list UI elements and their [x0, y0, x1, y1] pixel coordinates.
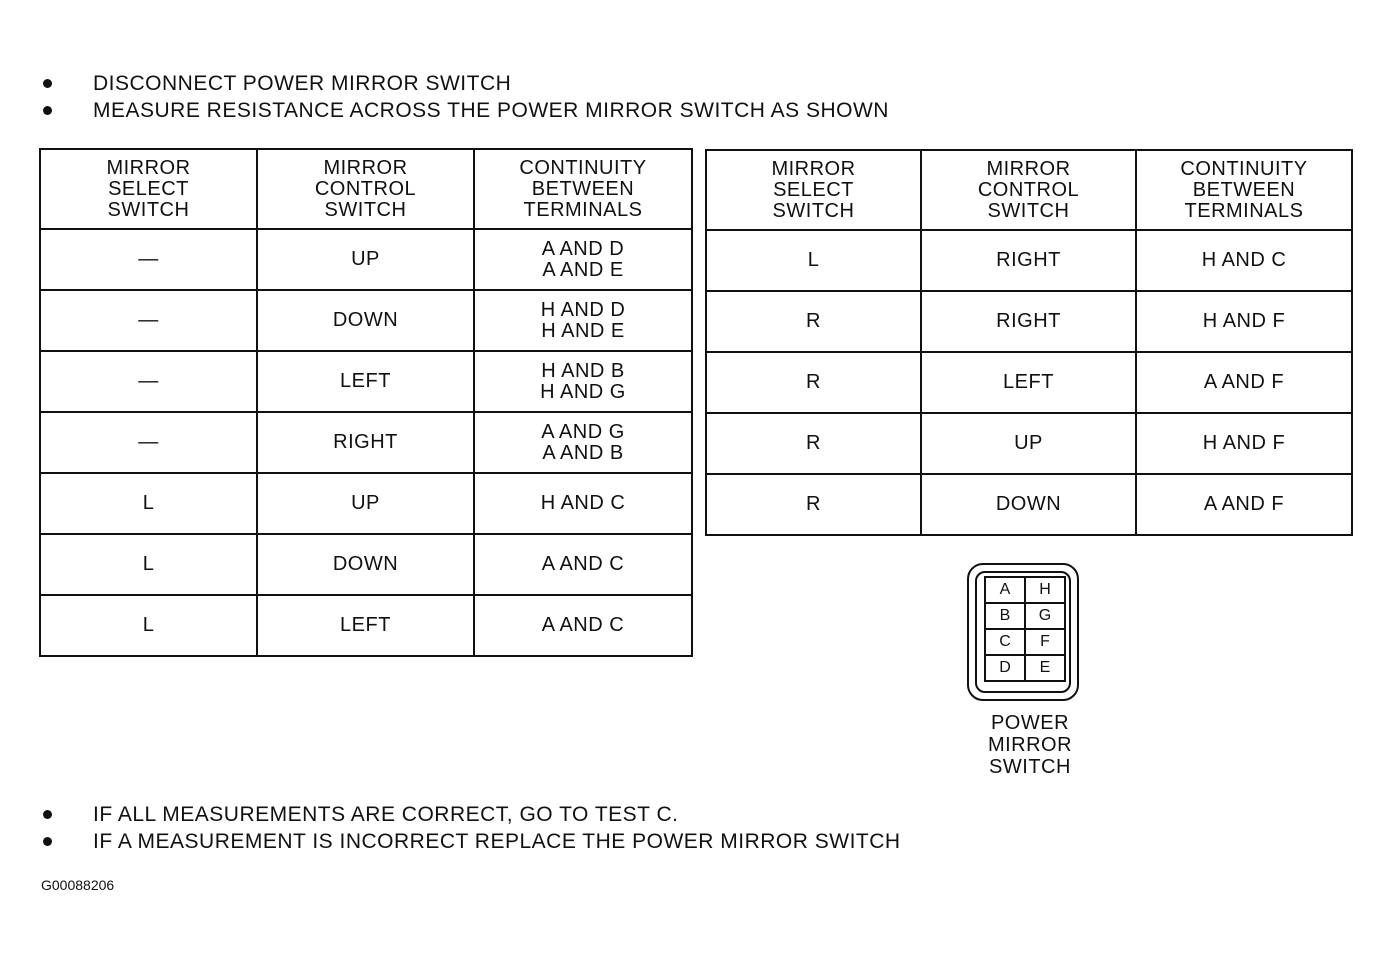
result-instructions — [40, 801, 901, 855]
header-row — [40, 149, 692, 229]
table-row — [40, 290, 692, 351]
header-row — [706, 150, 1352, 230]
control-cell: UP — [921, 413, 1136, 474]
pin-label: F — [1025, 629, 1065, 655]
bullet-icon — [43, 810, 52, 819]
instruction-item — [40, 828, 901, 855]
control-cell: DOWN — [921, 474, 1136, 535]
control-cell: RIGHT — [257, 412, 474, 473]
control-cell: LEFT — [257, 595, 474, 656]
connector-pin-grid — [984, 576, 1066, 682]
instruction-text: IF ALL MEASUREMENTS ARE CORRECT, GO TO TEST C. — [93, 802, 679, 826]
table-row — [40, 473, 692, 534]
control-cell: UP — [257, 473, 474, 534]
table-row — [706, 352, 1352, 413]
control-cell: LEFT — [921, 352, 1136, 413]
instruction-text: MEASURE RESISTANCE ACROSS THE POWER MIRROR SWITCH AS SHOWN — [93, 98, 889, 122]
continuity-cell: H AND F — [1136, 413, 1352, 474]
pin-label: D — [985, 655, 1025, 681]
table-row — [40, 412, 692, 473]
instruction-item — [40, 70, 889, 97]
select-cell: — — [40, 290, 257, 351]
continuity-cell: A AND G A AND B — [474, 412, 692, 473]
figure-id: G00088206 — [41, 877, 115, 893]
control-cell: RIGHT — [921, 230, 1136, 291]
header-control-switch: MIRROR CONTROL SWITCH — [257, 149, 474, 229]
continuity-cell: H AND C — [1136, 230, 1352, 291]
pin-row — [985, 629, 1065, 655]
continuity-cell: A AND D A AND E — [474, 229, 692, 290]
header-select-switch: MIRROR SELECT SWITCH — [40, 149, 257, 229]
select-cell: — — [40, 229, 257, 290]
header-control-switch: MIRROR CONTROL SWITCH — [921, 150, 1136, 230]
select-cell: L — [40, 534, 257, 595]
bullet-icon — [43, 79, 52, 88]
pin-label: E — [1025, 655, 1065, 681]
select-cell: R — [706, 474, 921, 535]
continuity-table-left — [39, 148, 693, 657]
pin-row — [985, 577, 1065, 603]
instruction-item — [40, 97, 889, 124]
connector-label: POWER MIRROR SWITCH — [987, 712, 1073, 778]
control-cell: DOWN — [257, 534, 474, 595]
select-cell: R — [706, 352, 921, 413]
header-continuity: CONTINUITY BETWEEN TERMINALS — [474, 149, 692, 229]
control-cell: RIGHT — [921, 291, 1136, 352]
table-row — [40, 595, 692, 656]
table-row — [40, 534, 692, 595]
continuity-cell: A AND C — [474, 595, 692, 656]
continuity-cell: H AND B H AND G — [474, 351, 692, 412]
table-row — [706, 413, 1352, 474]
control-cell: UP — [257, 229, 474, 290]
top-instructions — [40, 70, 889, 124]
continuity-table-right — [705, 149, 1353, 536]
select-cell: — — [40, 351, 257, 412]
header-continuity: CONTINUITY BETWEEN TERMINALS — [1136, 150, 1352, 230]
select-cell: — — [40, 412, 257, 473]
select-cell: L — [40, 595, 257, 656]
pin-row — [985, 655, 1065, 681]
pin-label: A — [985, 577, 1025, 603]
header-select-switch: MIRROR SELECT SWITCH — [706, 150, 921, 230]
select-cell: R — [706, 291, 921, 352]
instruction-text: IF A MEASUREMENT IS INCORRECT REPLACE THE POWER MIRROR SWITCH — [93, 829, 901, 853]
control-cell: LEFT — [257, 351, 474, 412]
pin-label: H — [1025, 577, 1065, 603]
bullet-icon — [43, 837, 52, 846]
control-cell: DOWN — [257, 290, 474, 351]
continuity-cell: A AND F — [1136, 352, 1352, 413]
select-cell: R — [706, 413, 921, 474]
table-row — [40, 229, 692, 290]
continuity-cell: H AND F — [1136, 291, 1352, 352]
table-row — [706, 230, 1352, 291]
table-row — [706, 291, 1352, 352]
continuity-cell: A AND C — [474, 534, 692, 595]
pin-row — [985, 603, 1065, 629]
select-cell: L — [706, 230, 921, 291]
select-cell: L — [40, 473, 257, 534]
table-row — [706, 474, 1352, 535]
instruction-text: DISCONNECT POWER MIRROR SWITCH — [93, 71, 512, 95]
pin-label: C — [985, 629, 1025, 655]
continuity-cell: A AND F — [1136, 474, 1352, 535]
table-row — [40, 351, 692, 412]
instruction-item — [40, 801, 901, 828]
continuity-cell: H AND D H AND E — [474, 290, 692, 351]
continuity-cell: H AND C — [474, 473, 692, 534]
bullet-icon — [43, 106, 52, 115]
pin-label: B — [985, 603, 1025, 629]
pin-label: G — [1025, 603, 1065, 629]
